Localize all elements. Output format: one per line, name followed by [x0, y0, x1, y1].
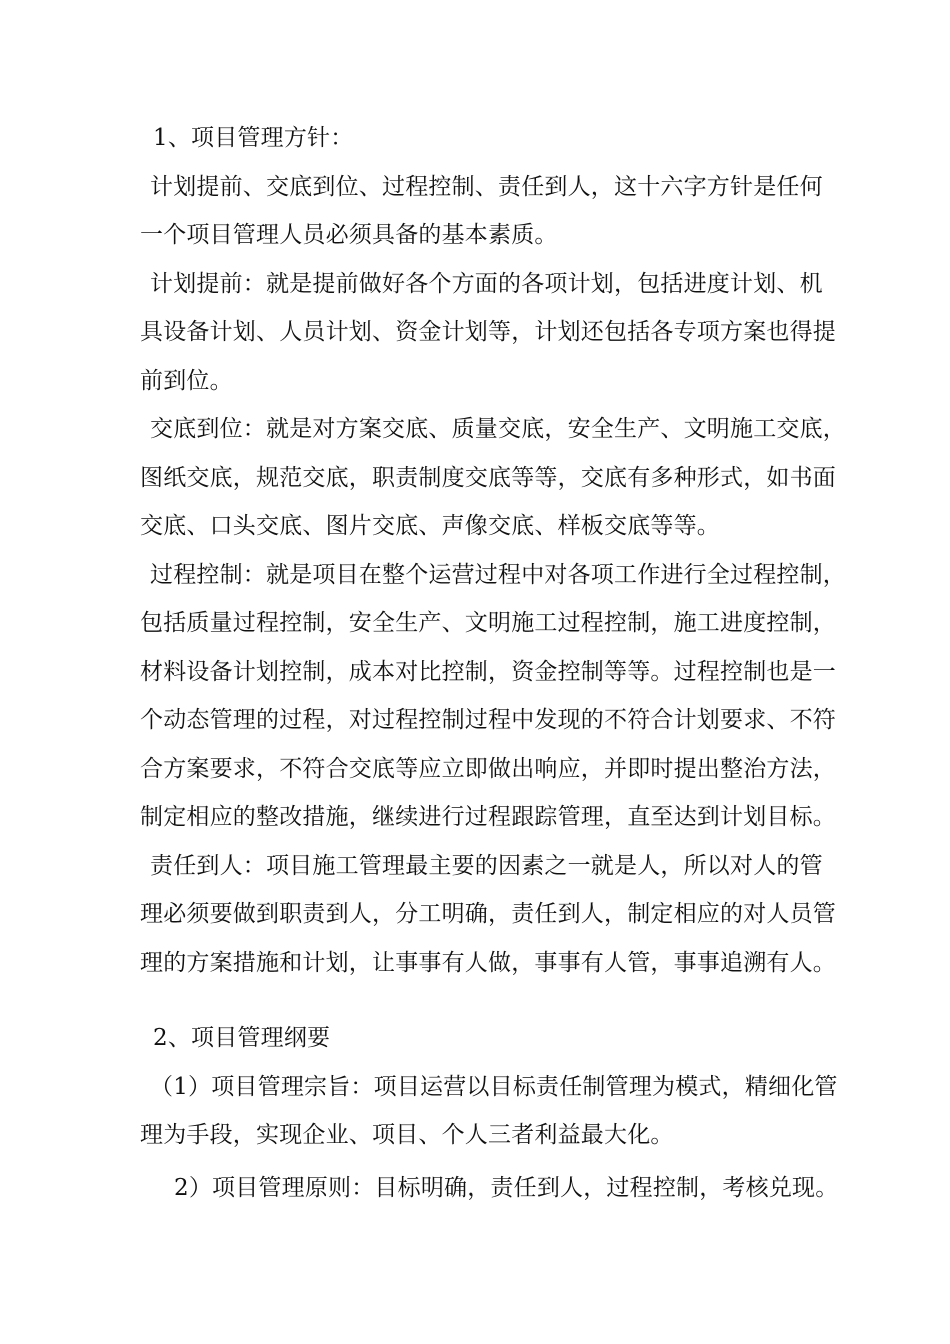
- paragraph-line: 过程控制：就是项目在整个运营过程中对各项工作进行全过程控制，: [150, 561, 846, 588]
- section-2: [140, 1014, 839, 1212]
- paragraph-line: 理的方案措施和计划，让事事有人做，事事有人管，事事追溯有人。: [140, 949, 836, 976]
- paragraph-line: （1）项目管理宗旨：项目运营以目标责任制管理为模式，精细化管: [150, 1073, 838, 1100]
- paragraph-line: 具设备计划、人员计划、资金计划等，计划还包括各专项方案也得提: [140, 319, 836, 345]
- paragraph-line: 责任到人：项目施工管理最主要的因素之一就是人，所以对人的管: [150, 852, 823, 879]
- section-heading: 1、项目管理方针：: [153, 125, 354, 151]
- paragraph-line: 一个项目管理人员必须具备的基本素质。: [140, 222, 558, 248]
- paragraph-line: 图纸交底，规范交底，职责制度交底等等，交底有多种形式，如书面: [140, 464, 836, 491]
- paragraph-line: 2）项目管理原则：目标明确，责任到人，过程控制，考核兑现。: [174, 1174, 839, 1201]
- section-heading: 2、项目管理纲要: [153, 1025, 331, 1051]
- paragraph-line: 交底、口头交底、图片交底、声像交底、样板交底等等。: [140, 513, 720, 539]
- paragraph-line: 理必须要做到职责到人，分工明确，责任到人，制定相应的对人员管: [140, 901, 836, 927]
- paragraph-line: 计划提前、交底到位、过程控制、责任到人，这十六字方针是任何: [150, 173, 823, 200]
- paragraph-line: 计划提前：就是提前做好各个方面的各项计划，包括进度计划、机: [150, 270, 823, 297]
- paragraph-line: 前到位。: [140, 367, 233, 394]
- paragraph-line: 材料设备计划控制，成本对比控制，资金控制等等。过程控制也是一: [140, 658, 836, 685]
- paragraph-line: 包括质量过程控制，安全生产、文明施工过程控制，施工进度控制，: [140, 610, 836, 636]
- paragraph-line: 理为手段，实现企业、项目、个人三者利益最大化。: [140, 1122, 674, 1148]
- paragraph-line: 交底到位：就是对方案交底、质量交底，安全生产、文明施工交底，: [150, 416, 846, 442]
- section-1: [140, 114, 846, 987]
- paragraph-line: 个动态管理的过程，对过程控制过程中发现的不符合计划要求、不符: [140, 707, 836, 733]
- paragraph-line: 合方案要求，不符合交底等应立即做出响应，并即时提出整治方法，: [140, 755, 836, 782]
- paragraph-line: 制定相应的整改措施，继续进行过程跟踪管理，直至达到计划目标。: [140, 804, 836, 830]
